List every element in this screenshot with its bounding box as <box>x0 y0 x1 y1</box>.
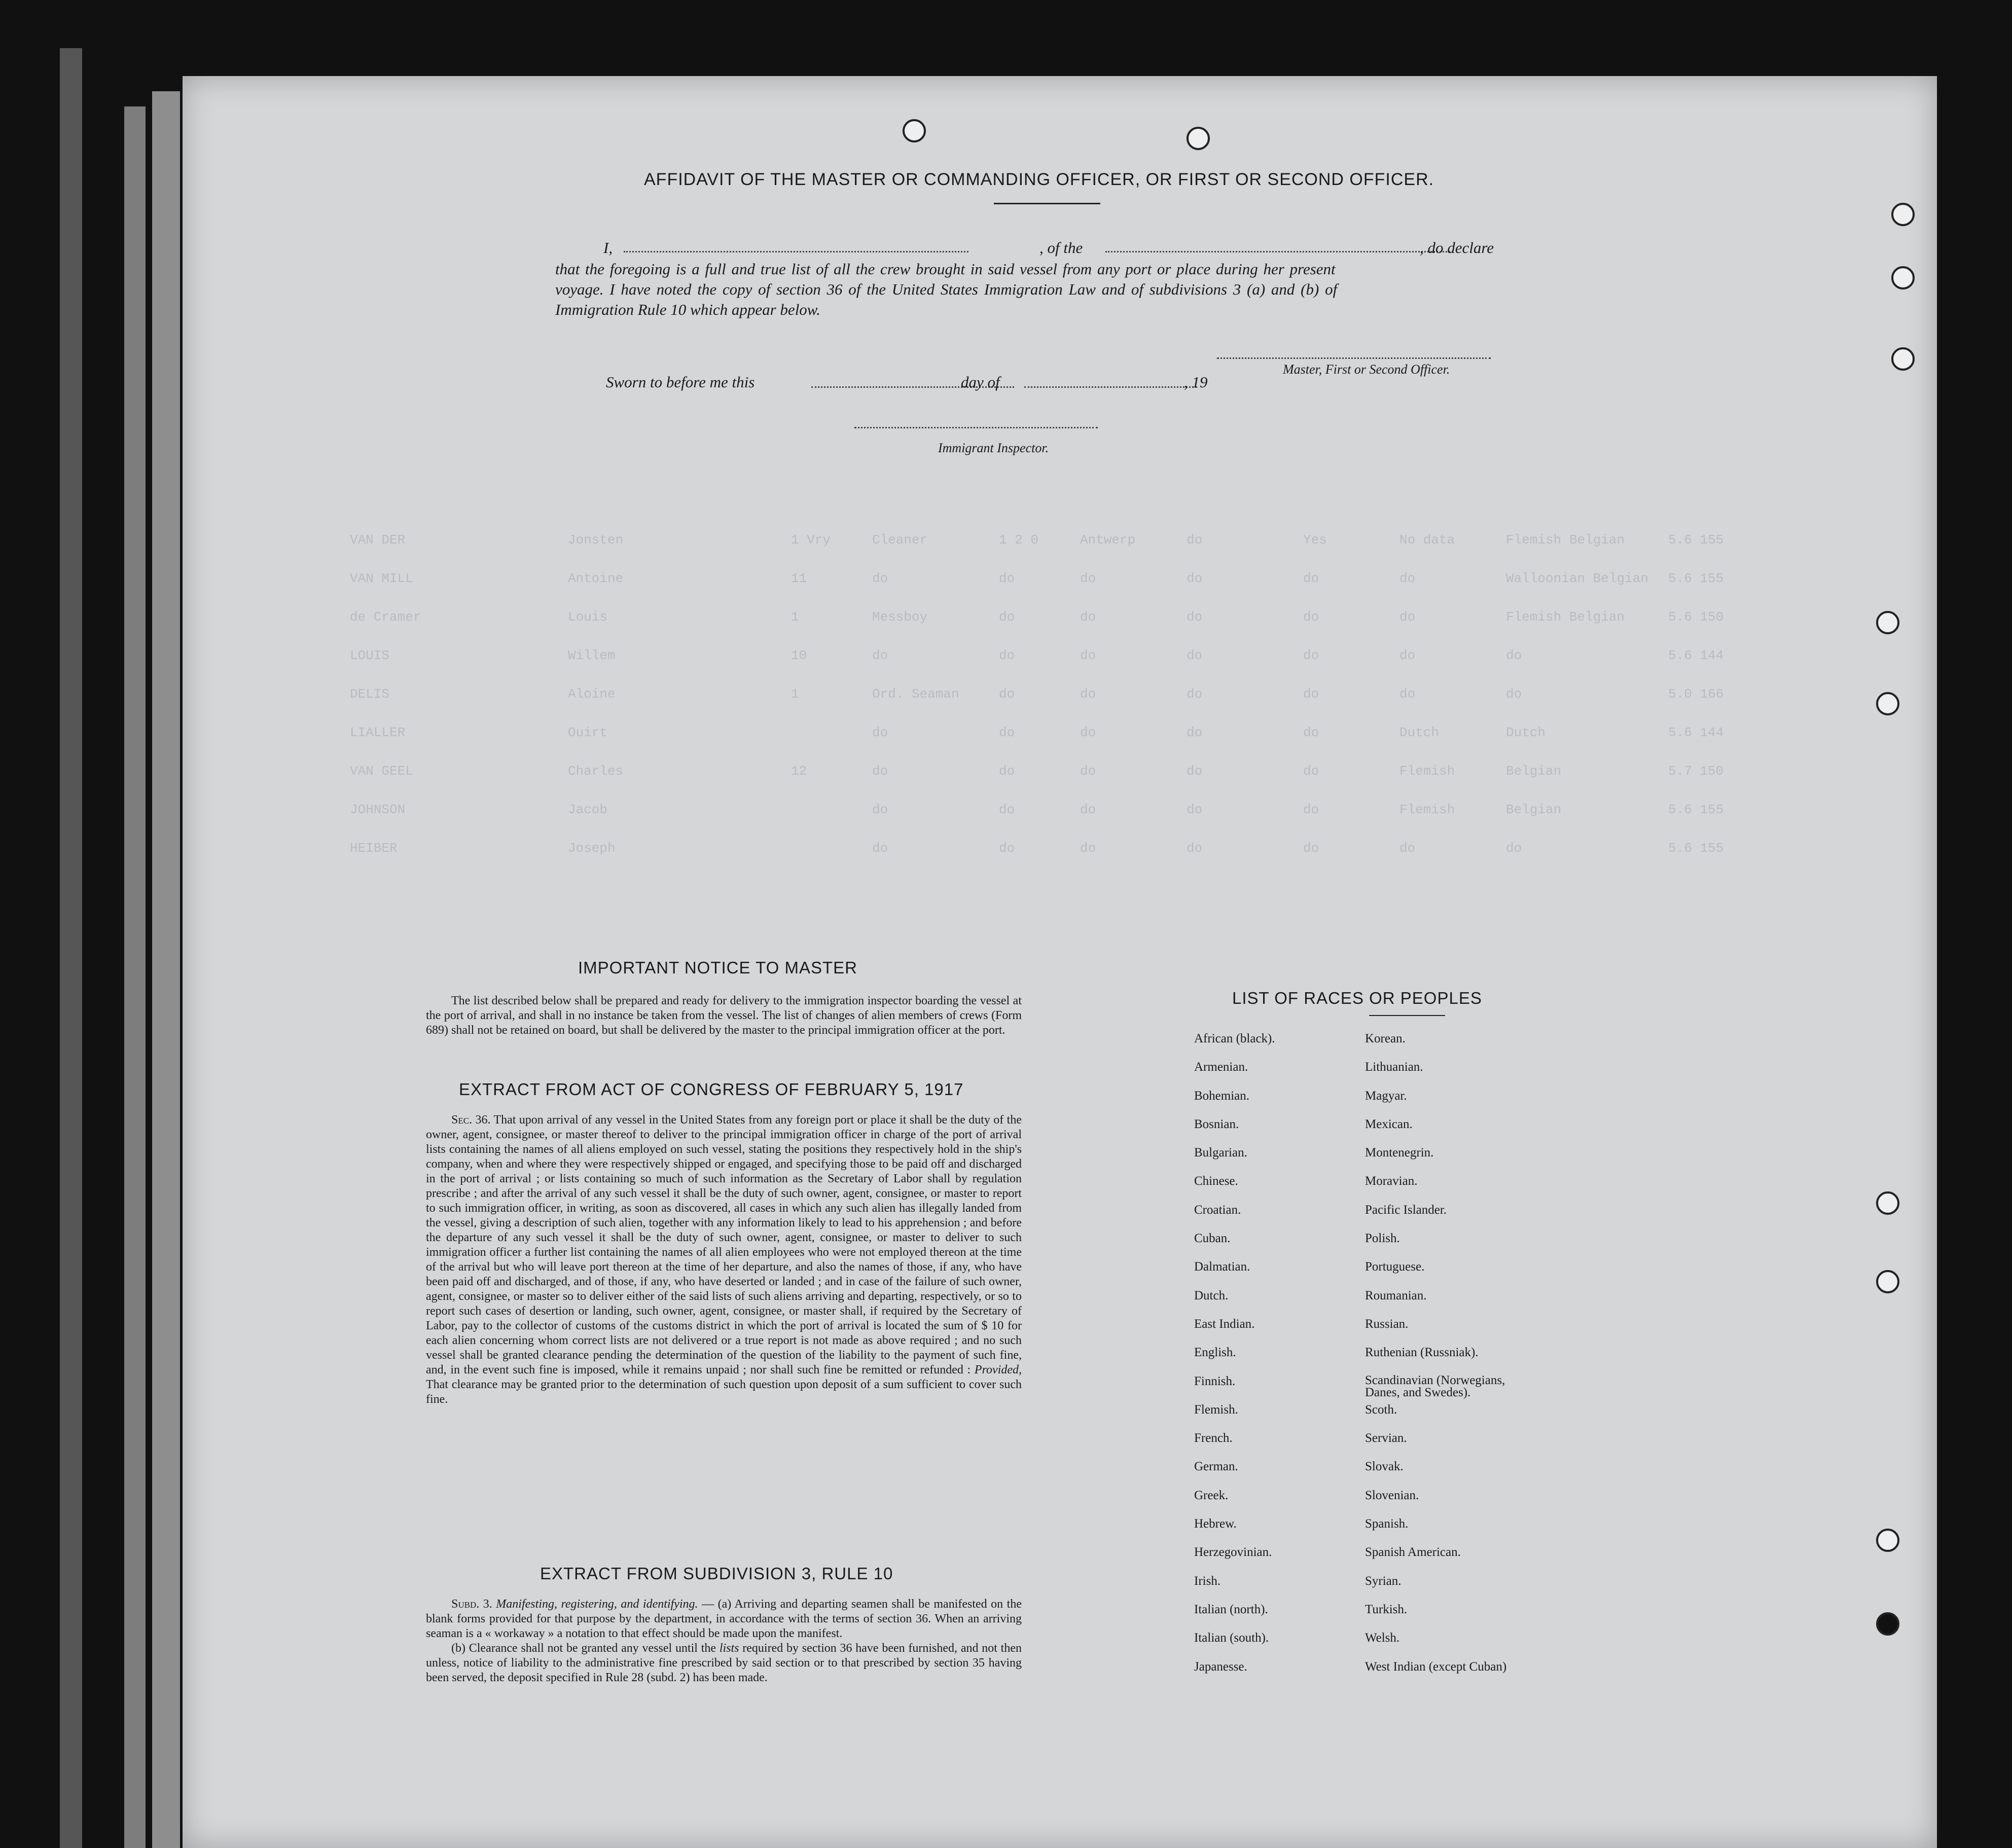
subdivision-b-text-2: required by section 36 have been furnished, and not then unless, notice of liability to the administrative fine prescribed by said section or to that prescribed by section 35 having been served, the deposit specified in Rule 28 (subd. 2) has been made. <box>426 1642 1022 1684</box>
manifest-page <box>183 76 1937 1848</box>
ghost-cell: Yes <box>1303 532 1327 548</box>
punch-hole <box>1891 203 1915 226</box>
affidavit-i: I, <box>603 239 613 257</box>
act-body-1: That upon arrival of any vessel in the United States from any foreign port or place it shall be the duty of the owner, agent, consignee, or master thereof to deliver to the principal immigration officer in charge of the port of arrival lists containing the names of all aliens employed on such vessel, stating the positions they respectively hold in the ship's company, when and where they were respectively shipped or engaged, and specifying those to be paid off and discharged in the port of arrival ; or lists containing so much of such information as the Secretary of Labor shall by regulation prescribe ; and after the arrival of any such vessel it shall be the duty of such owner, agent, consignee, or master to report to such immigration officer, in writing, as soon as discovered, all cases in which any such alien has illegally landed from the vessel, giving a description of such alien, together with any information likely to lead to his apprehension ; and before the departure of any such vessel it shall be the duty of such owner, agent, consignee, or master to deliver to such immigration officer a further list containing the names of all alien employees who were not employed thereon at the time of the arrival but who will leave port thereon at the time of her departure, and also the names of those, if any, who have been paid off and discharged, and of those, if any, who have deserted or landed ; and in case of the failure of such owner, agent, consignee, or master so to deliver either of the said lists of such aliens arriving and departing, respectively, or so to report such cases of desertion or landing, such owner, agent, consignee, or master shall, if required by the Secretary of Labor, pay to the collector of customs of the customs district in which the port of arrival is located the sum of $ 10 for each alien concerning whom correct lists are not delivered or a true report is not made as above required ; and no such vessel shall be granted clearance pending the determination of the question of the liability to the payment of such fine, and, in the event such fine is imposed, while it remains unpaid ; nor shall such fine be remitted or refunded : <box>426 1113 1022 1376</box>
ghost-cell: HEIBER <box>350 841 398 856</box>
ghost-cell: 5.6 150 <box>1668 609 1724 625</box>
race-item: German. <box>1194 1460 1238 1474</box>
race-item: Dalmatian. <box>1194 1260 1250 1274</box>
ghost-row <box>350 841 1795 855</box>
ghost-cell: do <box>872 802 888 817</box>
ghost-cell: Willem <box>568 648 616 663</box>
ghost-cell: do <box>1399 571 1416 586</box>
race-item: Welsh. <box>1365 1631 1400 1645</box>
ghost-cell: do <box>1080 802 1096 817</box>
race-item: Armenian. <box>1194 1060 1248 1074</box>
ghost-row <box>350 609 1795 624</box>
ghost-cell: 5.6 155 <box>1668 802 1724 817</box>
race-item: Lithuanian. <box>1365 1060 1423 1074</box>
race-item: Portuguese. <box>1365 1260 1425 1274</box>
race-item: Italian (north). <box>1194 1602 1268 1616</box>
notice-paragraph: The list described below shall be prepared and ready for delivery to the immigration inspector boarding the vessel at the port of arrival, and shall in no instance be taken from the vessel. The list of changes of alien members of crews (Form 689) shall not be retained on board, but shall be delivered by the master to the principal immigration officer at the port. <box>426 994 1022 1037</box>
race-item: Magyar. <box>1365 1089 1407 1103</box>
lists-word: lists <box>719 1642 739 1655</box>
ghost-cell: do <box>872 764 888 779</box>
race-item: Pacific Islander. <box>1365 1203 1447 1217</box>
ghost-row <box>350 725 1795 739</box>
ghost-cell: do <box>1187 725 1203 740</box>
punch-hole <box>1876 1612 1899 1636</box>
race-item: Slovenian. <box>1365 1488 1419 1502</box>
ghost-cell: do <box>1080 725 1096 740</box>
ghost-cell: do <box>999 764 1015 779</box>
punch-hole <box>1891 347 1915 371</box>
ghost-cell: Ouirt <box>568 725 608 740</box>
ghost-cell: 5.6 155 <box>1668 841 1724 856</box>
race-item: Scoth. <box>1365 1402 1397 1417</box>
sheet-edge-left <box>60 48 82 1848</box>
affidavit-of-the: , of the <box>1039 239 1083 257</box>
notice-text <box>426 994 1022 1038</box>
race-item: Greek. <box>1194 1488 1229 1502</box>
punch-hole <box>903 119 926 142</box>
ghost-cell: Louis <box>568 609 608 625</box>
race-item: Bosnian. <box>1194 1117 1239 1131</box>
master-signature-line <box>1217 357 1491 359</box>
race-item: Scandinavian (Norwegians, Danes, and Swedes). <box>1365 1373 1505 1399</box>
ghost-cell: do <box>872 725 888 740</box>
ghost-cell: Ord. Seaman <box>872 686 959 702</box>
ghost-cell: Messboy <box>872 609 928 625</box>
race-item: Bohemian. <box>1194 1089 1250 1103</box>
inspector-signature-line <box>854 427 1098 428</box>
races-underline <box>1369 1015 1445 1016</box>
ghost-cell: do <box>1187 764 1203 779</box>
ghost-row <box>350 648 1795 662</box>
ghost-cell: LIALLER <box>350 725 406 740</box>
ghost-cell: 1 2 0 <box>999 532 1039 548</box>
ghost-cell: 1 Vry <box>791 532 831 548</box>
race-item: French. <box>1194 1431 1233 1445</box>
ghost-cell: do <box>1303 841 1319 856</box>
act-paragraph <box>426 1113 1022 1407</box>
section-label: Sec. 36. <box>451 1113 491 1127</box>
ghost-cell: 5.0 166 <box>1668 686 1724 702</box>
ghost-cell: Belgian <box>1506 802 1562 817</box>
ghost-cell: do <box>1303 725 1319 740</box>
ghost-cell: do <box>1187 609 1203 625</box>
race-item: Russian. <box>1365 1317 1409 1331</box>
ghost-row <box>350 764 1795 778</box>
ghost-cell: do <box>1187 841 1203 856</box>
ghost-cell: do <box>1303 648 1319 663</box>
ghost-cell: VAN GEEL <box>350 764 413 779</box>
race-item: Syrian. <box>1365 1574 1402 1588</box>
ghost-cell: do <box>872 648 888 663</box>
punch-hole <box>1876 611 1899 634</box>
ghost-cell: de Cramer <box>350 609 421 625</box>
ghost-cell: Belgian <box>1506 764 1562 779</box>
ghost-cell: 5.6 144 <box>1668 725 1724 740</box>
ghost-cell: 11 <box>791 571 807 586</box>
month-blank <box>1024 386 1197 388</box>
race-item: Bulgarian. <box>1194 1146 1247 1160</box>
rule-paragraph-a <box>426 1597 1022 1641</box>
race-item: Spanish American. <box>1365 1545 1461 1560</box>
affidavit-declare: , do declare <box>1420 239 1494 257</box>
ghost-row <box>350 532 1795 547</box>
ghost-cell: do <box>1080 841 1096 856</box>
ghost-cell: Dutch <box>1506 725 1546 740</box>
race-item: Mexican. <box>1365 1117 1413 1131</box>
ghost-cell: do <box>999 841 1015 856</box>
ghost-cell: do <box>999 725 1015 740</box>
ghost-cell: Jonsten <box>568 532 624 548</box>
ghost-cell: do <box>1303 609 1319 625</box>
subdivision-a-text: — (a) Arriving and departing seamen shall be manifested on the blank forms provided for that purpose by the department, in accordance with the terms of section 36. When an arriving seaman is a « workaway » a notation to that effect should be made upon the manifest. <box>426 1598 1022 1640</box>
ghost-cell: 1 <box>791 609 799 625</box>
ghost-cell: Charles <box>568 764 624 779</box>
punch-hole <box>1876 1529 1899 1552</box>
race-item: Chinese. <box>1194 1174 1238 1188</box>
ghost-cell: Walloonian Belgian <box>1506 571 1648 586</box>
ghost-cell: do <box>1187 802 1203 817</box>
name-blank <box>624 251 968 252</box>
notice-title: IMPORTANT NOTICE TO MASTER <box>578 958 858 977</box>
ghost-row <box>350 571 1795 585</box>
ghost-cell: do <box>1399 609 1416 625</box>
bleed-through-crew-list <box>350 532 1795 867</box>
ghost-cell: 5.6 144 <box>1668 648 1724 663</box>
ghost-cell: do <box>1187 686 1203 702</box>
act-title: EXTRACT FROM ACT OF CONGRESS OF FEBRUARY 5, 1917 <box>459 1080 964 1099</box>
affidavit-line-4: Immigration Rule 10 which appear below. <box>555 301 820 318</box>
rule-text <box>426 1597 1022 1685</box>
ghost-cell: Flemish <box>1399 764 1455 779</box>
subdivision-b-text-1: (b) Clearance shall not be granted any vessel until the <box>451 1642 716 1655</box>
race-item: Finnish. <box>1194 1374 1236 1388</box>
ghost-cell: 10 <box>791 648 807 663</box>
race-item: Ruthenian (Russniak). <box>1365 1346 1479 1360</box>
ghost-cell: do <box>1303 764 1319 779</box>
races-left-column <box>1194 1032 1275 1688</box>
ghost-cell: do <box>1399 686 1416 702</box>
race-item: African (black). <box>1194 1032 1275 1045</box>
sheet-edge-inner <box>152 91 180 1848</box>
ghost-cell: do <box>1506 686 1522 702</box>
subdivision-label: Subd. 3. <box>451 1598 492 1611</box>
race-item: Turkish. <box>1365 1602 1408 1616</box>
race-item: West Indian (except Cuban) <box>1365 1659 1507 1674</box>
race-item: East Indian. <box>1194 1317 1255 1331</box>
ghost-cell: Antoine <box>568 571 624 586</box>
ghost-cell: do <box>1187 532 1203 548</box>
race-item: Flemish. <box>1194 1402 1238 1417</box>
punch-hole <box>1876 1191 1899 1215</box>
race-item: Polish. <box>1365 1231 1400 1246</box>
punch-hole <box>1891 266 1915 289</box>
rule-title: EXTRACT FROM SUBDIVISION 3, RULE 10 <box>540 1564 893 1583</box>
ghost-cell: Flemish Belgian <box>1506 532 1625 548</box>
ghost-cell: VAN MILL <box>350 571 413 586</box>
sworn-label: Sworn to before me this <box>606 373 755 391</box>
ghost-cell: 5.7 150 <box>1668 764 1724 779</box>
ghost-cell: do <box>999 609 1015 625</box>
ghost-cell: DELIS <box>350 686 390 702</box>
ghost-cell: 5.6 155 <box>1668 571 1724 586</box>
ghost-cell: Jacob <box>568 802 608 817</box>
master-signature-label: Master, First or Second Officer. <box>1283 362 1450 377</box>
subdivision-heading: Manifesting, registering, and identifying. <box>496 1598 698 1611</box>
ghost-row <box>350 686 1795 701</box>
ghost-cell: do <box>1399 841 1416 856</box>
ghost-cell: Flemish Belgian <box>1506 609 1625 625</box>
ghost-cell: do <box>1080 686 1096 702</box>
ghost-cell: Antwerp <box>1080 532 1136 548</box>
race-item: Japanesse. <box>1194 1659 1247 1674</box>
affidavit-line-2: that the foregoing is a full and true list of all the crew brought in said vessel from any port or place during her present <box>555 260 1336 278</box>
race-item: Spanish. <box>1365 1517 1409 1531</box>
ghost-cell: do <box>1080 764 1096 779</box>
ghost-cell: do <box>1506 648 1522 663</box>
race-item: Slovak. <box>1365 1460 1404 1474</box>
affidavit-line-3: voyage. I have noted the copy of section 36 of the United States Immigration Law and of subdivisions 3 (a) and (b) of <box>555 280 1338 298</box>
punch-hole <box>1187 127 1210 150</box>
ghost-cell: do <box>999 686 1015 702</box>
ghost-cell: 1 <box>791 686 799 702</box>
race-item: Korean. <box>1365 1032 1406 1045</box>
ghost-cell: do <box>1187 648 1203 663</box>
ghost-cell: do <box>999 802 1015 817</box>
punch-hole <box>1876 1270 1899 1293</box>
race-item: Hebrew. <box>1194 1517 1237 1531</box>
races-right-column <box>1365 1032 1537 1688</box>
vessel-blank <box>1105 251 1450 252</box>
ghost-cell: Aloine <box>568 686 616 702</box>
ghost-cell: 12 <box>791 764 807 779</box>
ghost-cell: do <box>1303 686 1319 702</box>
ghost-cell: do <box>1506 841 1522 856</box>
ghost-row <box>350 802 1795 816</box>
ghost-cell: Joseph <box>568 841 616 856</box>
race-item: Italian (south). <box>1194 1631 1269 1645</box>
ghost-cell: do <box>1080 648 1096 663</box>
act-text <box>426 1113 1022 1407</box>
ghost-cell: do <box>872 841 888 856</box>
ghost-cell: do <box>1303 571 1319 586</box>
ghost-cell: Flemish <box>1399 802 1455 817</box>
ghost-cell: Dutch <box>1399 725 1440 740</box>
ghost-cell: No data <box>1399 532 1455 548</box>
ghost-cell: do <box>999 571 1015 586</box>
punch-hole <box>1876 692 1899 715</box>
ghost-cell: do <box>872 571 888 586</box>
provided-word: Provided, <box>974 1363 1022 1376</box>
race-item: Roumanian. <box>1365 1288 1427 1302</box>
race-item: Irish. <box>1194 1574 1221 1588</box>
ghost-cell: do <box>1303 802 1319 817</box>
race-item: Montenegrin. <box>1365 1146 1434 1160</box>
race-item: Herzegovinian. <box>1194 1545 1272 1560</box>
ghost-cell: JOHNSON <box>350 802 406 817</box>
rule-paragraph-b <box>426 1641 1022 1685</box>
inspector-signature-label: Immigrant Inspector. <box>938 441 1049 455</box>
ghost-cell: do <box>999 648 1015 663</box>
races-title: LIST OF RACES OR PEOPLES <box>1232 989 1482 1007</box>
ghost-cell: do <box>1080 571 1096 586</box>
race-item: Moravian. <box>1365 1174 1418 1188</box>
year-label: , 19 <box>1184 373 1208 391</box>
ghost-cell: Cleaner <box>872 532 928 548</box>
race-item: Cuban. <box>1194 1231 1231 1246</box>
ghost-cell: VAN DER <box>350 532 406 548</box>
ghost-cell: do <box>1080 609 1096 625</box>
title-underline <box>994 203 1100 204</box>
ghost-cell: do <box>1187 571 1203 586</box>
ghost-cell: 5.6 155 <box>1668 532 1724 548</box>
ghost-cell: LOUIS <box>350 648 390 663</box>
race-item: Servian. <box>1365 1431 1407 1445</box>
ghost-cell: do <box>1399 648 1416 663</box>
act-body-2: That clearance may be granted prior to the determination of such question upon deposit of a sum sufficient to cover such fine. <box>426 1378 1022 1406</box>
race-item: English. <box>1194 1346 1236 1360</box>
sheet-edge-middle <box>124 106 146 1848</box>
race-item: Croatian. <box>1194 1203 1241 1217</box>
day-of-label: day of <box>961 373 1000 391</box>
race-item: Dutch. <box>1194 1288 1229 1302</box>
affidavit-title: AFFIDAVIT OF THE MASTER OR COMMANDING OFFICER, OR FIRST OR SECOND OFFICER. <box>644 170 1434 189</box>
